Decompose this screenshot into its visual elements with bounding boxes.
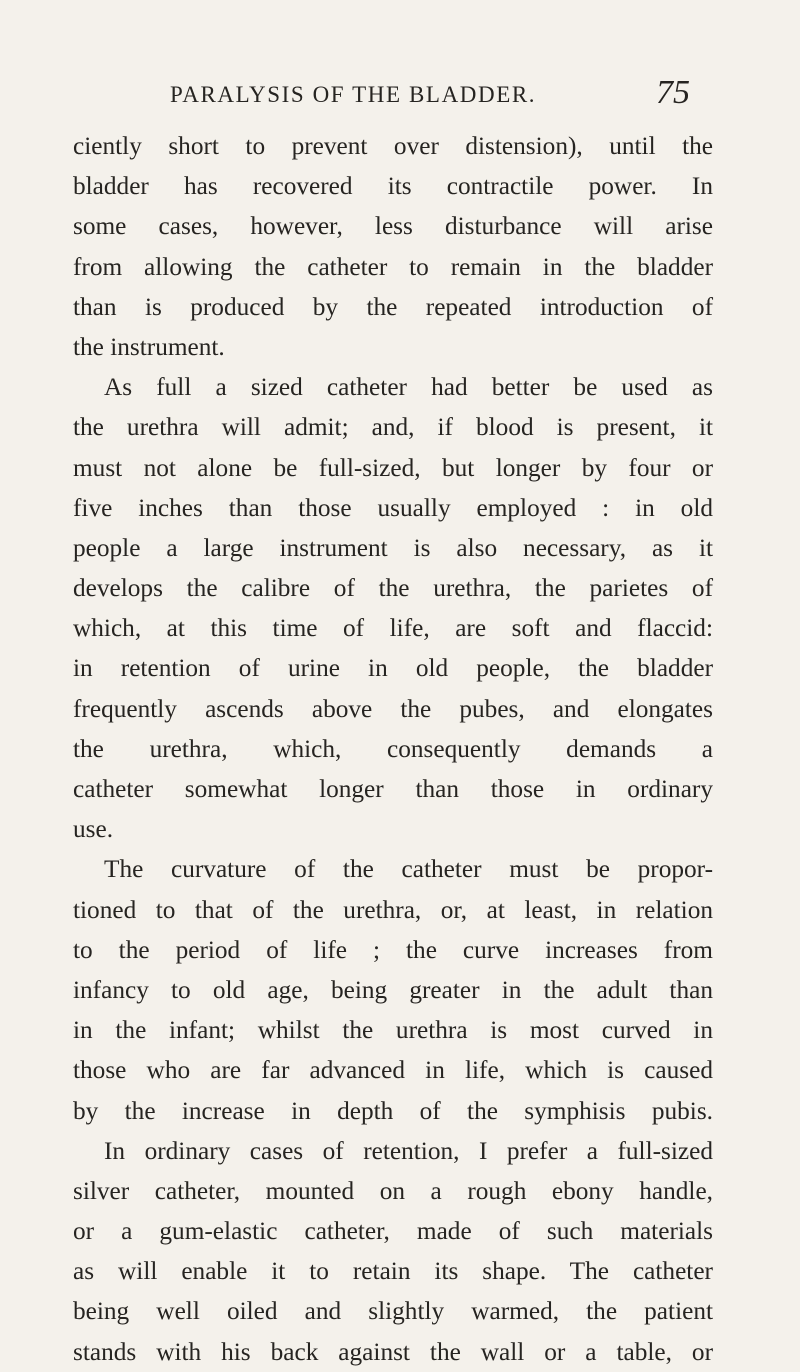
text-line: some cases, however, less disturbance will arise <box>73 212 713 241</box>
text-line: as will enable it to retain its shape. The catheter <box>73 1257 713 1286</box>
text-line: five inches than those usually employed : in old <box>73 493 713 522</box>
text-line: in the infant; whilst the urethra is most curved in <box>73 1016 713 1045</box>
text-line: frequently ascends above the pubes, and elongates <box>73 694 713 723</box>
text-line: The curvature of the catheter must be propor- <box>104 855 713 884</box>
text-line: being well oiled and slightly warmed, the patient <box>73 1297 713 1326</box>
text-line: develops the calibre of the urethra, the parietes of <box>73 574 713 603</box>
text-line: those who are far advanced in life, which is caused <box>73 1056 713 1085</box>
text-line: bladder has recovered its contractile power. In <box>73 172 713 201</box>
text-line: than is produced by the repeated introduction of <box>73 292 713 321</box>
text-line: silver catheter, mounted on a rough ebony handle, <box>73 1176 713 1205</box>
text-line: stands with his back against the wall or a table, or <box>73 1337 713 1366</box>
text-line: to the period of life ; the curve increases from <box>73 935 713 964</box>
text-line: from allowing the catheter to remain in the bladder <box>73 252 713 281</box>
text-line: the urethra, which, consequently demands a <box>73 734 713 763</box>
running-head <box>120 74 700 118</box>
text-line: by the increase in depth of the symphisis pubis. <box>73 1096 713 1125</box>
page-number: 75 <box>656 74 690 111</box>
body-text <box>73 126 713 1372</box>
text-line: use. <box>73 815 114 844</box>
text-line: infancy to old age, being greater in the adult than <box>73 975 713 1004</box>
text-line: the urethra will admit; and, if blood is present, it <box>73 413 713 442</box>
text-line: or a gum-elastic catheter, made of such materials <box>73 1217 713 1246</box>
text-line: people a large instrument is also necessary, as it <box>73 533 713 562</box>
running-title: PARALYSIS OF THE BLADDER. <box>170 82 537 107</box>
text-line: As full a sized catheter had better be used as <box>104 373 713 402</box>
text-line: catheter somewhat longer than those in ordinary <box>73 775 713 803</box>
text-line: in retention of urine in old people, the bladder <box>73 654 713 683</box>
text-line: which, at this time of life, are soft and flaccid: <box>73 614 713 643</box>
text-line: the instrument. <box>73 332 225 361</box>
text-line: tioned to that of the urethra, or, at least, in relation <box>73 895 713 924</box>
text-line: In ordinary cases of retention, I prefer a full-sized <box>104 1136 713 1165</box>
text-line: must not alone be full-sized, but longer by four or <box>73 453 713 482</box>
text-line: ciently short to prevent over distension), until the <box>73 132 713 160</box>
